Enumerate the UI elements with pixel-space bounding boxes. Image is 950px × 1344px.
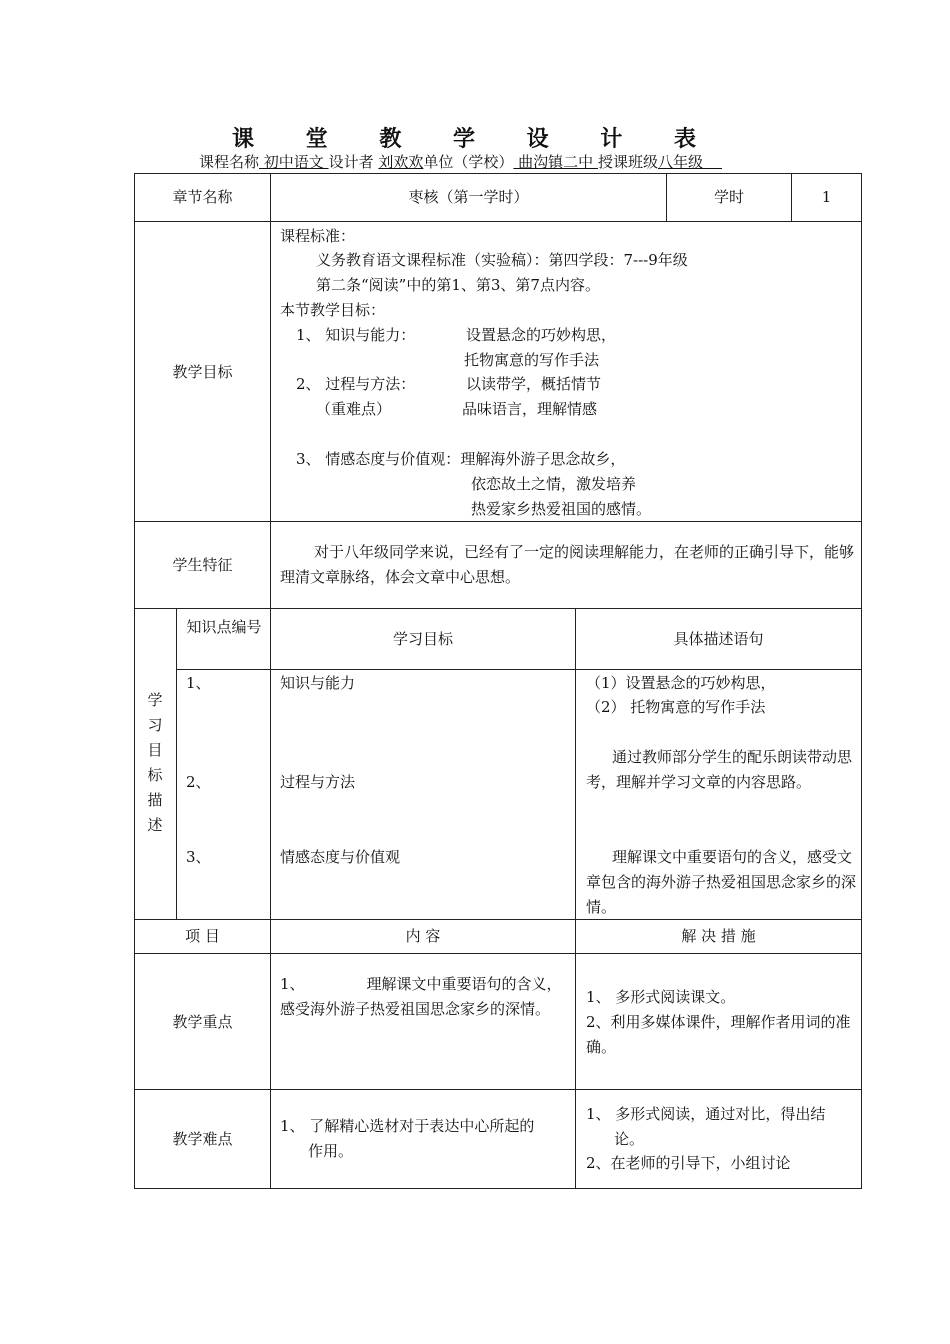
- designer-value: 刘欢欢: [378, 153, 424, 171]
- header-item: 项 目: [185, 927, 220, 945]
- unit-label: 单位（学校）: [423, 153, 514, 171]
- key-point-solution: 2、利用多媒体课件，理解作者用词的准确。: [586, 1013, 851, 1056]
- key-point-solution: 1、 多形式阅读课文。: [586, 988, 736, 1006]
- goal-line: （重难点）: [316, 400, 392, 418]
- header-learning-goal: 学习目标: [392, 630, 453, 648]
- course-label: 课程名称: [199, 153, 260, 171]
- objective-num: 1、: [186, 674, 211, 692]
- row-divider: [134, 953, 862, 954]
- col-divider: [176, 608, 177, 919]
- difficulty-solution: 2、在老师的引导下，小组讨论: [586, 1154, 791, 1172]
- course-info-line: [199, 151, 722, 172]
- student-label: 学生特征: [172, 556, 233, 574]
- teaching-goals-label: 教学目标: [172, 363, 233, 381]
- difficulty-solution: 论。: [614, 1130, 645, 1148]
- col-divider: [270, 173, 271, 609]
- objective-goal: 过程与方法: [280, 773, 356, 791]
- goal-line: 课程标准：: [280, 227, 356, 245]
- header-content: 内 容: [405, 927, 441, 945]
- key-point-content: 1、 理解课文中重要语句的含义，感受海外游子热爱祖国思念家乡的深情。: [280, 975, 562, 1018]
- goal-line: 义务教育语文课程标准（实验稿）：第四学段：7---9年级: [316, 251, 688, 269]
- objective-desc: （2） 托物寓意的写作手法: [586, 698, 766, 716]
- header-description: 具体描述语句: [673, 630, 764, 648]
- class-value: 八年级: [657, 153, 723, 171]
- unit-value: 曲沟镇二中: [513, 153, 598, 171]
- hours-label: 学时: [713, 188, 744, 206]
- student-text: 对于八年级同学来说，已经有了一定的阅读理解能力，在老师的正确引导下，能够理清文章脉络，体会文章中心思想。: [280, 543, 855, 586]
- objective-goal: 情感态度与价值观: [280, 848, 401, 866]
- goal-line: 第二条“阅读”中的第1、第3、第7点内容。: [316, 276, 600, 294]
- difficulty-content: 作用。: [308, 1142, 354, 1160]
- row-divider: [134, 608, 862, 609]
- page-title: 课 堂 教 学 设 计 表: [232, 126, 718, 152]
- difficulty-solution: 1、 多形式阅读，通过对比，得出结: [586, 1105, 826, 1123]
- designer-label: 设计者: [328, 153, 374, 171]
- goal-line: 2、 过程与方法：: [296, 375, 416, 393]
- goal-line: 热爱家乡热爱祖国的感情。: [471, 500, 652, 518]
- row-divider: [134, 221, 862, 222]
- key-point-label: 教学重点: [172, 1013, 233, 1031]
- objectives-side-label: 学 习 目 标 描 述: [147, 691, 163, 834]
- hours-value: 1: [821, 188, 832, 206]
- difficulty-content: 1、 了解精心选材对于表达中心所起的: [280, 1117, 535, 1135]
- col-divider: [270, 608, 271, 1189]
- goal-line: 托物寓意的写作手法: [464, 351, 600, 369]
- objective-goal: 知识与能力: [280, 674, 356, 692]
- objective-num: 2、: [186, 773, 211, 791]
- goal-line: 依恋故土之情，激发培养: [471, 475, 637, 493]
- objective-desc: （1）设置悬念的巧妙构思，: [586, 674, 776, 692]
- goal-line: 设置悬念的巧妙构思，: [466, 326, 617, 344]
- course-value: 初中语文: [259, 153, 329, 171]
- row-divider: [134, 1089, 862, 1090]
- col-divider: [575, 608, 576, 1189]
- difficulty-label: 教学难点: [172, 1130, 233, 1148]
- class-label: 授课班级: [597, 153, 658, 171]
- objective-desc: 通过教师部分学生的配乐朗读带动思考，理解并学习文章的内容思路。: [586, 748, 853, 791]
- row-divider: [176, 669, 862, 670]
- header-solution: 解 决 措 施: [681, 927, 756, 945]
- goal-line: 品味语言，理解情感: [462, 400, 598, 418]
- goal-line: 3、 情感态度与价值观：理解海外游子思念故乡，: [296, 450, 626, 468]
- goal-line: 以读带学，概括情节: [466, 375, 602, 393]
- chapter-value: 枣核（第一学时）: [408, 188, 529, 206]
- chapter-label: 章节名称: [172, 188, 233, 206]
- objective-desc: 理解课文中重要语句的含义，感受文章包含的海外游子热爱祖国思念家乡的深情。: [586, 848, 857, 916]
- header-knowledge-num: 知识点编号: [186, 618, 262, 636]
- objective-num: 3、: [186, 848, 211, 866]
- goal-line: 1、 知识与能力：: [296, 326, 416, 344]
- goal-line: 本节教学目标：: [280, 301, 386, 319]
